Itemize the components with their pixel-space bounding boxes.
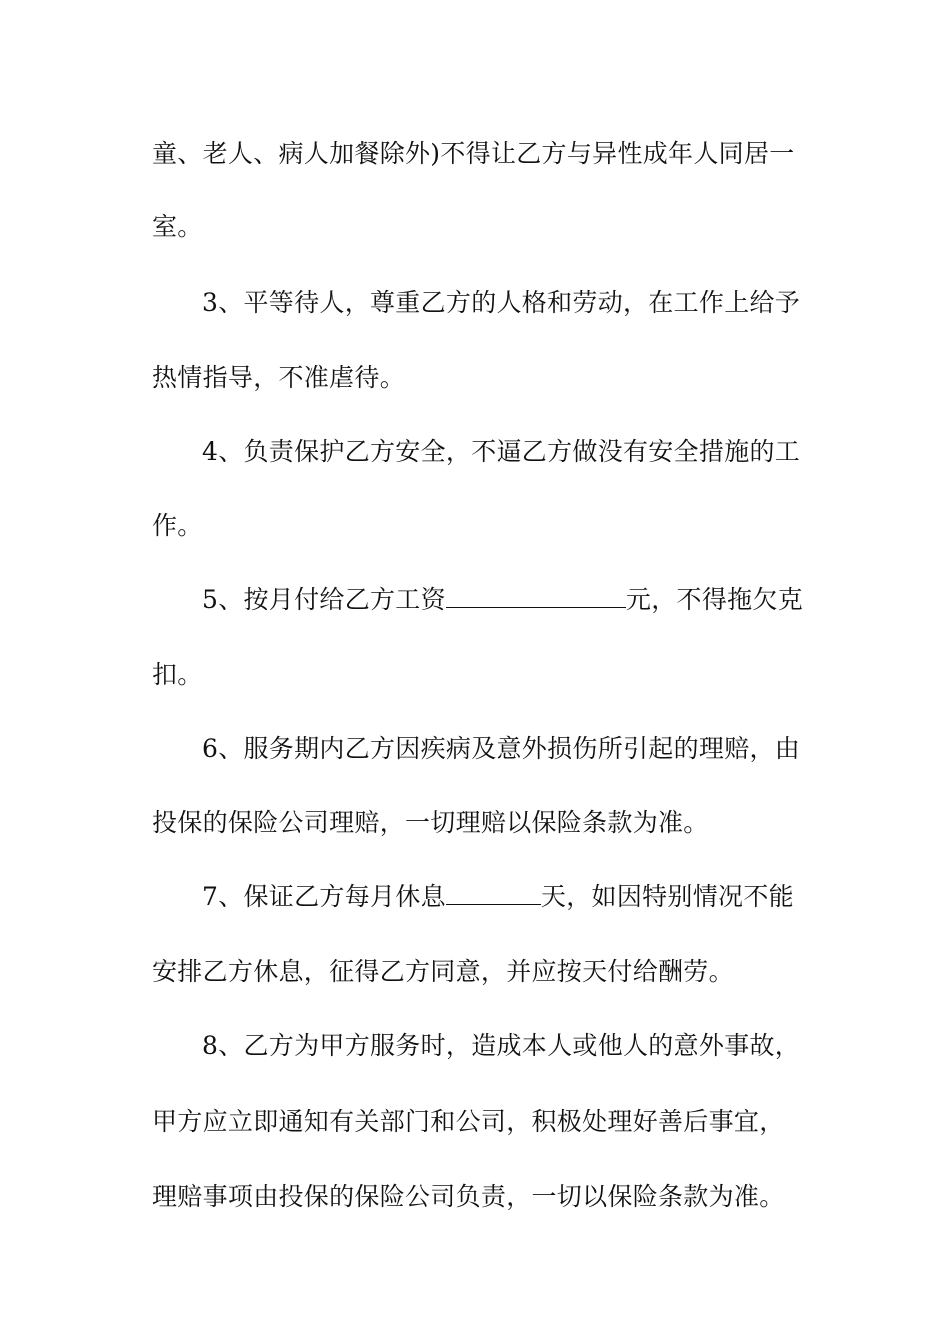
text-line: 天，如因特别情况不能 [540, 882, 794, 911]
text-line: 理赔事项由投保的保险公司负责，一切以保险条款为准。 [152, 1182, 785, 1211]
clause-7-line-1 [202, 877, 812, 917]
text-line: 室。 [152, 212, 203, 241]
clause-4-line-2 [152, 506, 812, 546]
clause-8-line-2 [152, 1102, 812, 1142]
text-line: 7、保证乙方每月休息 [202, 882, 446, 911]
wage-blank-field[interactable] [446, 585, 626, 608]
text-line: 扣。 [152, 660, 203, 689]
text-line: 8、乙方为甲方服务时，造成本人或他人的意外事故， [202, 1031, 801, 1060]
text-line: 童、老人、病人加餐除外)不得让乙方与异性成年人同居一 [152, 139, 795, 168]
clause-6-line-2 [152, 803, 812, 843]
paragraph-2-line-2 [152, 207, 812, 247]
text-line: 热情指导，不准虐待。 [152, 363, 406, 392]
clause-6-line-1 [202, 729, 812, 769]
clause-4-line-1 [202, 432, 812, 472]
text-line: 投保的保险公司理赔，一切理赔以保险条款为准。 [152, 808, 709, 837]
clause-7-line-2 [152, 952, 812, 992]
text-line: 甲方应立即通知有关部门和公司，积极处理好善后事宜， [152, 1107, 785, 1136]
text-line: 元，不得拖欠克 [625, 585, 804, 614]
clause-3-line-2 [152, 358, 812, 398]
text-line: 5、按月付给乙方工资 [202, 585, 446, 614]
rest-days-blank-field[interactable] [446, 882, 541, 905]
clause-5-line-2 [152, 655, 812, 695]
text-line: 4、负责保护乙方安全，不逼乙方做没有安全措施的工 [202, 437, 801, 466]
clause-5-line-1 [202, 580, 812, 620]
clause-3-line-1 [202, 283, 812, 323]
text-line: 3、平等待人，尊重乙方的人格和劳动，在工作上给予 [202, 288, 801, 317]
text-line: 6、服务期内乙方因疾病及意外损伤所引起的理赔，由 [202, 734, 801, 763]
text-line: 安排乙方休息，征得乙方同意，并应按天付给酬劳。 [152, 957, 734, 986]
clause-8-line-3 [152, 1177, 812, 1217]
text-line: 作。 [152, 511, 203, 540]
paragraph-2-line-1 [152, 134, 812, 174]
clause-8-line-1 [202, 1026, 812, 1066]
